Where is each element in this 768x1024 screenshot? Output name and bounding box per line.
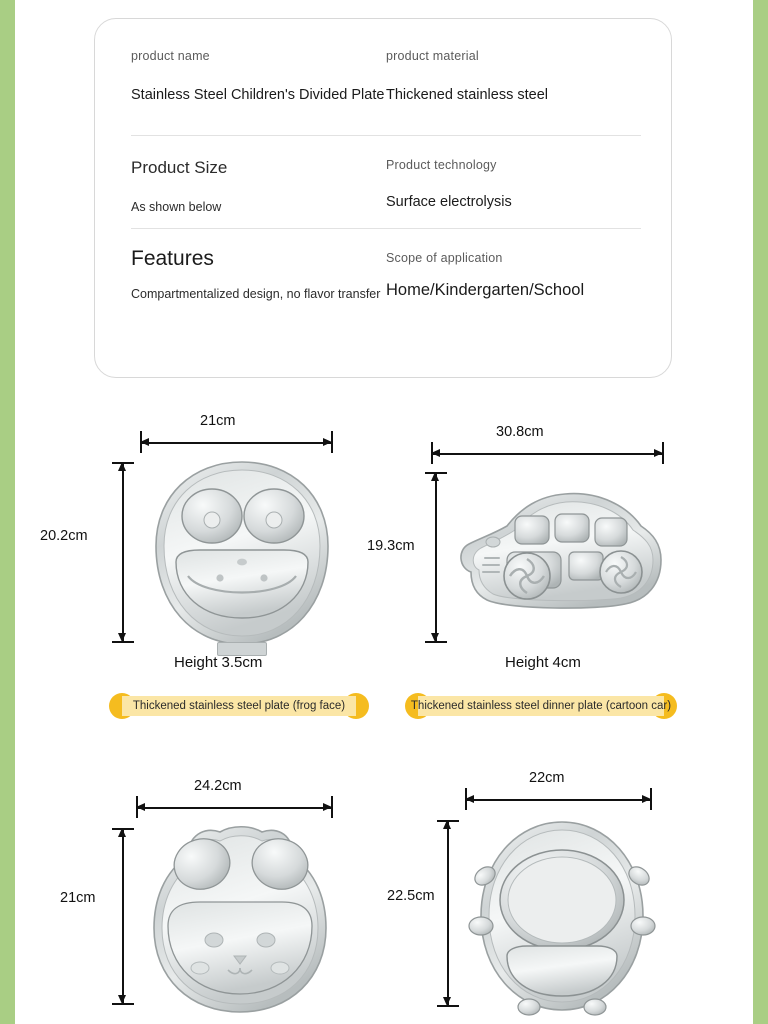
spec-label-product-name: product name — [131, 49, 210, 63]
spec-row-size — [131, 136, 641, 228]
spec-row-name — [131, 47, 641, 135]
car-height-label: 19.3cm — [367, 538, 415, 554]
spec-label-product-size: Product Size — [131, 158, 228, 177]
round-width-label: 22cm — [529, 770, 565, 786]
spec-value-features: Compartmentalized design, no flavor transfer — [131, 287, 381, 301]
specification-card — [94, 18, 672, 378]
spec-label-features: Features — [131, 247, 214, 270]
spec-value-product-technology: Surface electrolysis — [386, 194, 512, 210]
spec-value-product-name: Stainless Steel Children's Divided Plate — [131, 87, 385, 103]
left-green-border — [0, 0, 22, 1024]
spec-value-product-material: Thickened stainless steel — [386, 87, 548, 103]
car-caption-text: Thickened stainless steel dinner plate (cartoon car) — [410, 700, 672, 712]
spec-row-features — [131, 229, 641, 321]
page-content — [22, 0, 746, 1024]
frog-height-label: 20.2cm — [40, 528, 88, 544]
car-plate-image — [449, 468, 669, 648]
car-caption-ribbon — [405, 693, 677, 719]
right-green-border — [746, 0, 768, 1024]
bear-height-label: 21cm — [60, 890, 96, 906]
frog-depth-label: Height 3.5cm — [174, 654, 263, 671]
frog-caption-ribbon — [109, 693, 369, 719]
round-plate-image — [467, 816, 657, 1016]
frog-width-label: 21cm — [200, 413, 236, 429]
spec-value-scope: Home/Kindergarten/School — [386, 281, 585, 299]
spec-label-scope: Scope of application — [386, 251, 503, 265]
frog-caption-text: Thickened stainless steel plate (frog face) — [132, 700, 346, 712]
round-height-label: 22.5cm — [387, 888, 435, 904]
car-width-label: 30.8cm — [496, 424, 544, 440]
spec-label-product-technology: Product technology — [386, 158, 497, 172]
product-figure-round — [387, 770, 677, 1020]
product-figure-car — [367, 410, 677, 712]
frog-plate-image — [142, 458, 342, 648]
car-depth-label: Height 4cm — [505, 654, 581, 671]
product-figure-frog — [40, 410, 352, 712]
bear-width-label: 24.2cm — [194, 778, 242, 794]
product-figure-bear — [60, 770, 352, 1020]
bear-plate-image — [140, 822, 340, 1017]
spec-value-product-size: As shown below — [131, 200, 222, 214]
spec-label-product-material: product material — [386, 49, 479, 63]
